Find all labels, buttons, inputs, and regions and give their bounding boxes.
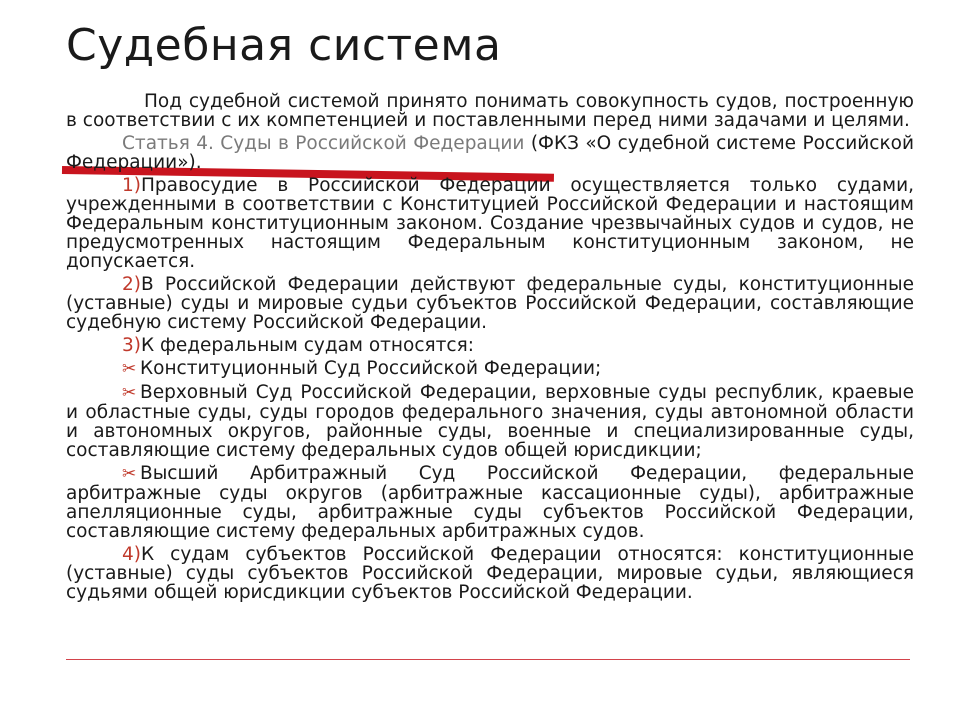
bullet-item (66, 383, 914, 460)
scissors-icon: ✂ (122, 464, 137, 484)
scissors-icon: ✂ (122, 383, 137, 403)
list-item (66, 176, 914, 271)
item-text: Правосудие в Российской Федерации осуществляется только судами, учрежденными в соответствии с Конституцией Российской Федерации и настоящим Федеральным конституционным законом. Создание чрезвычайных судов и судов, не предусмотренных настоящим Федеральным конституционным законом, не допускается. (66, 175, 914, 272)
item-number: 3) (122, 335, 141, 356)
article-rest-text: (ФКЗ «О судебной системе Российской Федерации»). (66, 133, 914, 173)
scissors-icon: ✂ (122, 359, 137, 379)
item-number: 4) (122, 544, 141, 565)
item-text: К судам субъектов Российской Федерации относятся: конституционные (уставные) суды субъектов Российской Федерации, мировые судьи, являющиеся судьями общей юрисдикции субъектов Российской Федерации. (66, 544, 914, 603)
article-faded-text: Статья 4. Суды в Российской Федерации (122, 133, 525, 154)
bullet-item (66, 359, 914, 379)
article-heading (66, 134, 914, 172)
bullet-item (66, 464, 914, 541)
slide-title: Судебная система (66, 20, 502, 71)
bullet-text: Верховный Суд Российской Федерации, верховные суды республик, краевые и областные суды, суды городов федерального значения, суды автономной области и автономных округов, районные суды, военные и специализированные суды, составляющие систему федеральных судов общей юрисдикции; (66, 382, 914, 461)
list-item (66, 545, 914, 602)
item-number: 2) (122, 274, 141, 295)
slide-body (66, 92, 914, 606)
bullet-text: Конституционный Суд Российской Федерации; (140, 358, 602, 379)
intro-paragraph: Под судебной системой принято понимать совокупность судов, построенную в соответствии с их компетенцией и поставленными перед ними задачами и целями. (66, 91, 914, 131)
red-underline-decoration (66, 659, 910, 660)
list-item (66, 275, 914, 332)
item-number: 1) (122, 175, 141, 196)
list-item (66, 336, 914, 355)
item-text: К федеральным судам относятся: (141, 335, 474, 356)
item-text: В Российской Федерации действуют федеральные суды, конституционные (уставные) суды и мировые судьи субъектов Российской Федерации, составляющие судебную систему Российской Федерации. (66, 274, 914, 333)
bullet-text: Высший Арбитражный Суд Российской Федерации, федеральные арбитражные суды округов (арбитражные кассационные суды), арбитражные апелляционные суды, арбитражные суды субъектов Российской Федерации, составляющие систему федеральных арбитражных судов. (66, 463, 914, 542)
